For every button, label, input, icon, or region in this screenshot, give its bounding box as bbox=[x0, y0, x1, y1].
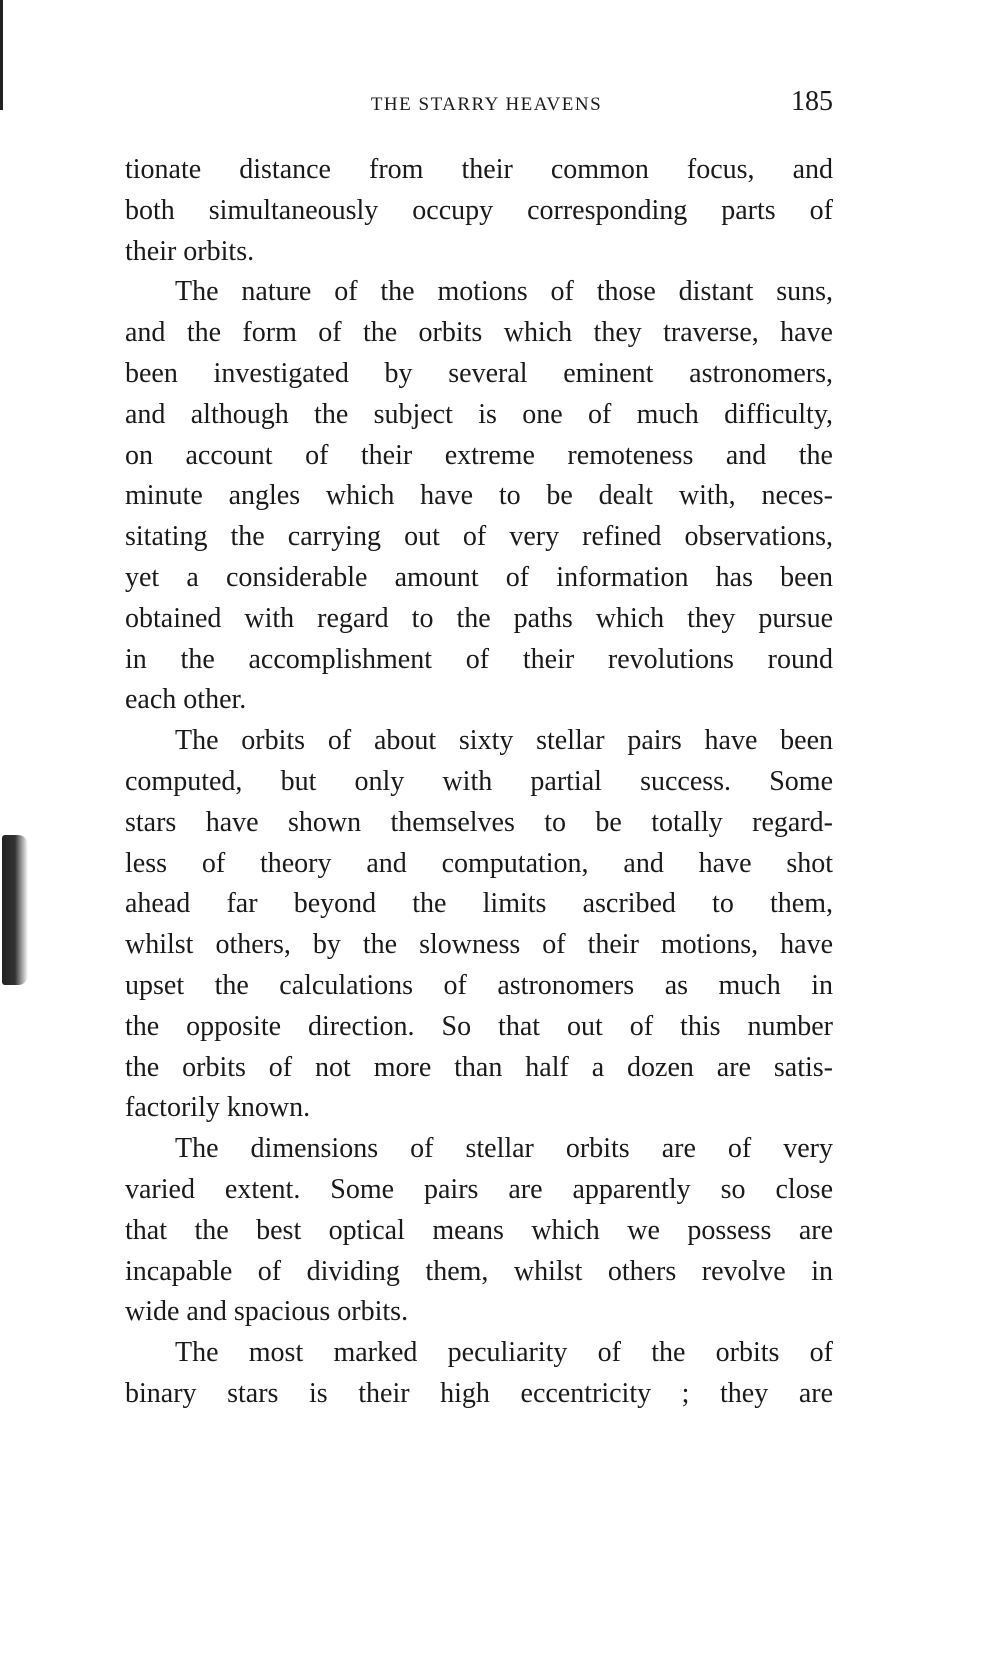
text-line: been investigated by several eminent astronomers, bbox=[125, 357, 833, 389]
running-title: THE STARRY HEAVENS bbox=[370, 94, 603, 115]
text-line: that the best optical means which we possess are bbox=[125, 1214, 833, 1246]
text-line: ahead far beyond the limits ascribed to them, bbox=[125, 888, 833, 920]
text-line: sitating the carrying out of very refined observations, bbox=[125, 521, 833, 553]
text-line: varied extent. Some pairs are apparently so close bbox=[125, 1173, 833, 1205]
text-line: The dimensions of stellar orbits are of very bbox=[175, 1133, 833, 1165]
text-line: binary stars is their high eccentricity ; they are bbox=[125, 1377, 833, 1409]
text-line: each other. bbox=[125, 684, 247, 716]
text-line: the orbits of not more than half a dozen are satis- bbox=[125, 1051, 833, 1083]
text-line: The orbits of about sixty stellar pairs have been bbox=[175, 725, 833, 757]
scan-smudge bbox=[2, 835, 28, 985]
text-line: the opposite direction. So that out of this number bbox=[125, 1010, 833, 1042]
text-line: stars have shown themselves to be totally regard- bbox=[125, 806, 833, 838]
text-line: their orbits. bbox=[125, 235, 255, 267]
paragraph bbox=[125, 1129, 833, 1333]
text-line: both simultaneously occupy corresponding parts of bbox=[125, 194, 833, 226]
text-line: upset the calculations of astronomers as much in bbox=[125, 969, 833, 1001]
page-number: 185 bbox=[791, 86, 833, 117]
text-line: and the form of the orbits which they traverse, have bbox=[125, 317, 833, 349]
text-line: yet a considerable amount of information has been bbox=[125, 561, 833, 593]
paragraph bbox=[125, 721, 833, 1129]
text-line: obtained with regard to the paths which they pursue bbox=[125, 602, 833, 634]
paragraph bbox=[125, 272, 833, 721]
text-line: incapable of dividing them, whilst others revolve in bbox=[125, 1255, 833, 1287]
text-line: The nature of the motions of those distant suns, bbox=[175, 276, 833, 308]
paragraph bbox=[125, 1333, 833, 1415]
text-line: wide and spacious orbits. bbox=[125, 1296, 409, 1328]
body-text bbox=[125, 150, 833, 1415]
page-header bbox=[125, 88, 833, 120]
text-line: The most marked peculiarity of the orbits of bbox=[175, 1337, 833, 1369]
text-line: in the accomplishment of their revolutions round bbox=[125, 643, 833, 675]
text-line: factorily known. bbox=[125, 1092, 311, 1124]
text-line: tionate distance from their common focus, and bbox=[125, 154, 833, 185]
text-line: less of theory and computation, and have shot bbox=[125, 847, 833, 879]
text-line: and although the subject is one of much difficulty, bbox=[125, 398, 833, 430]
text-line: on account of their extreme remoteness and the bbox=[125, 439, 833, 471]
text-line: minute angles which have to be dealt with, neces- bbox=[125, 480, 833, 512]
paragraph bbox=[125, 150, 833, 272]
text-line: computed, but only with partial success. Some bbox=[125, 765, 833, 797]
scan-edge bbox=[0, 0, 3, 110]
text-line: whilst others, by the slowness of their motions, have bbox=[125, 929, 833, 961]
